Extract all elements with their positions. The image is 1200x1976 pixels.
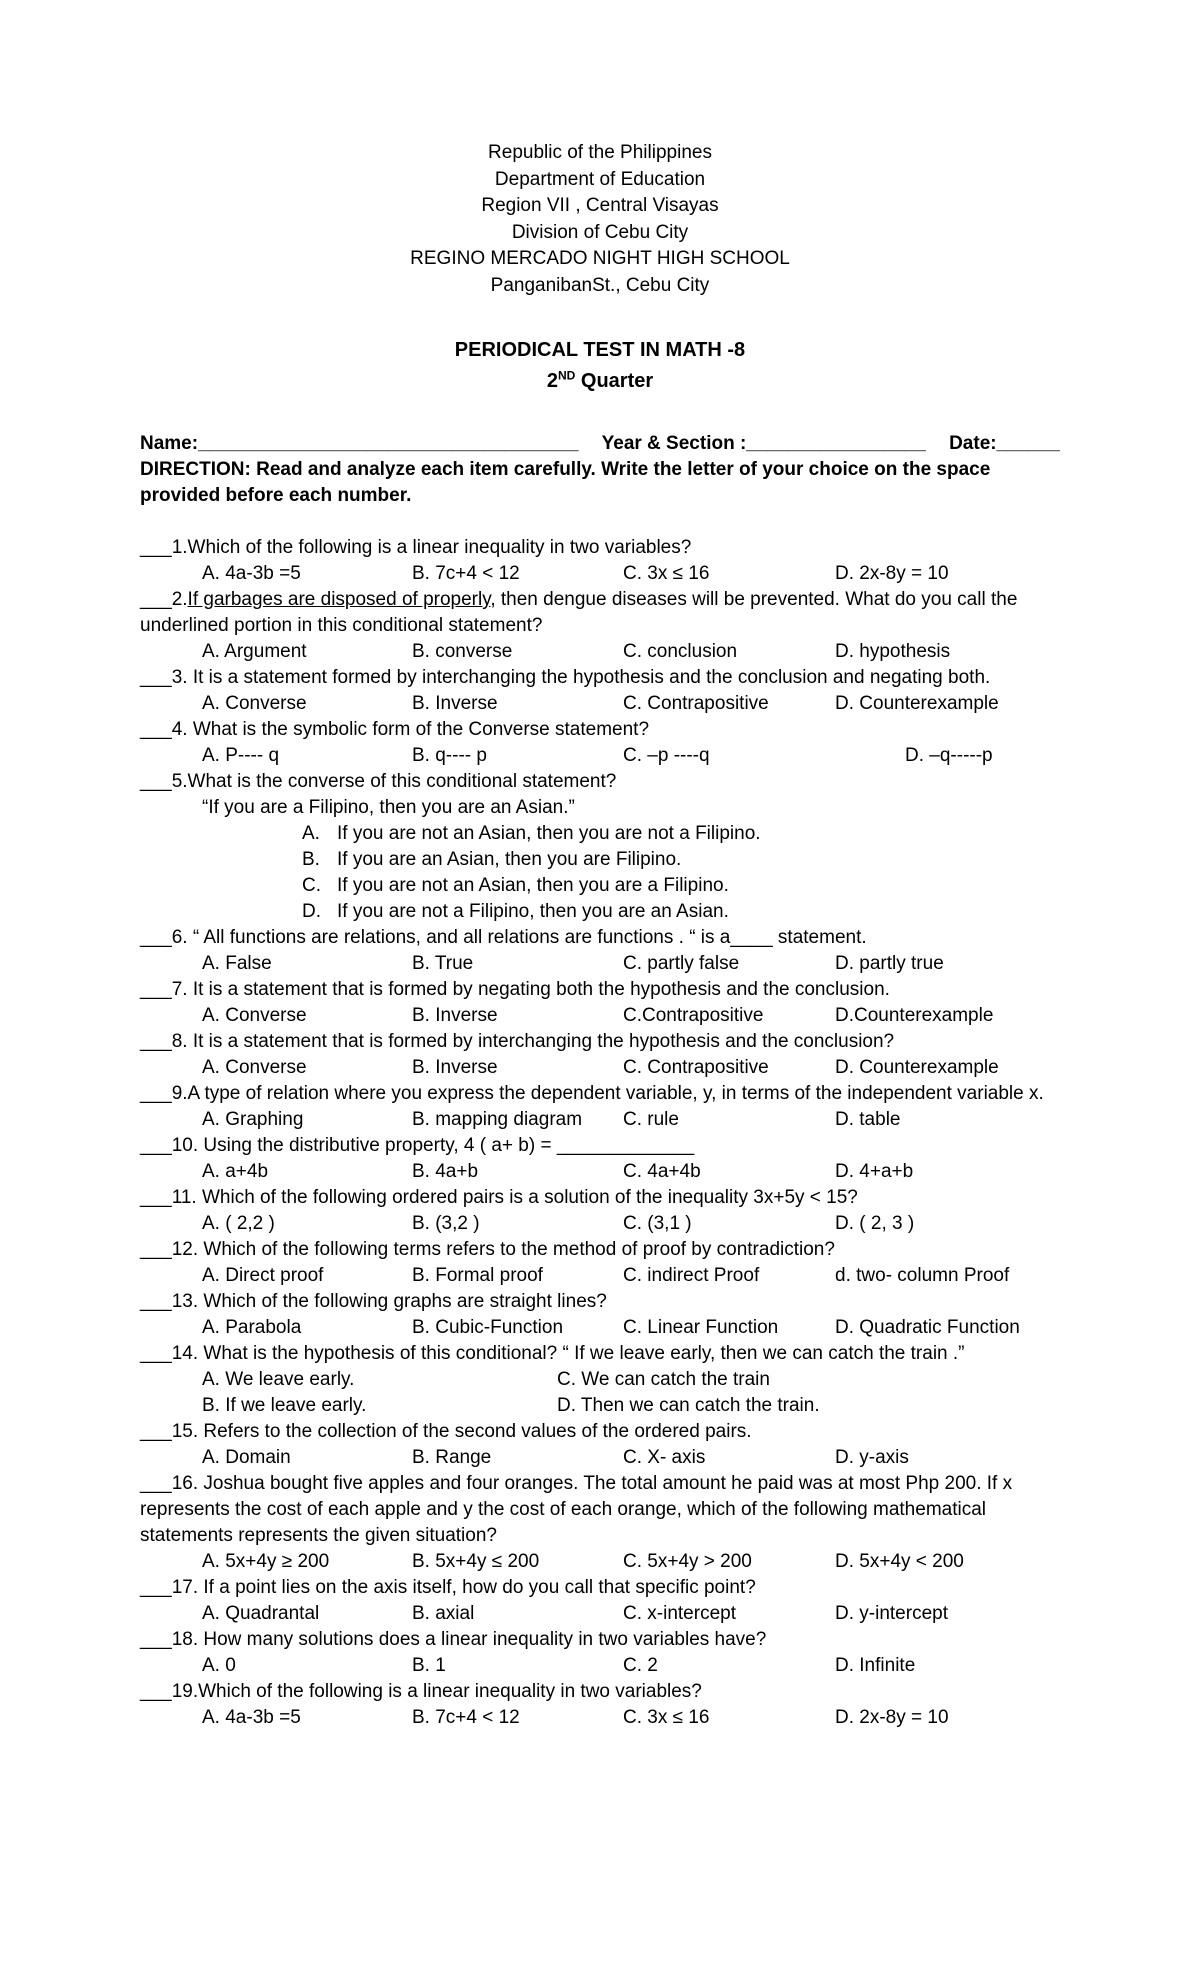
school-header <box>140 140 1060 299</box>
header-line-department: Department of Education <box>494 168 706 190</box>
choices-row-2 <box>140 1393 1060 1419</box>
underlined-phrase: If garbages are disposed of properly <box>187 589 491 610</box>
choice-d <box>302 899 1060 925</box>
choice-c: C. conclusion <box>623 641 738 662</box>
choice-d: D. 2x-8y = 10 <box>835 563 949 584</box>
question-7 <box>140 977 1060 1029</box>
section-field[interactable]: Year & Section :_________________ <box>601 433 926 454</box>
question-text: ___12. Which of the following terms refers to the method of proof by contradiction? <box>140 1239 835 1260</box>
choices <box>140 1705 1060 1731</box>
choices <box>140 1055 1060 1081</box>
question-text: ___10. Using the distributive property, 4 ( a+ b) = _____________ <box>140 1135 695 1156</box>
question-text: ___11. Which of the following ordered pairs is a solution of the inequality 3x+5y < 15? <box>140 1187 858 1208</box>
choices <box>140 1211 1060 1237</box>
question-text: ___9.A type of relation where you express the dependent variable, y, in terms of the independent variable x. <box>140 1083 1044 1104</box>
choice-a <box>302 821 1060 847</box>
choice-a: A. Parabola <box>202 1317 302 1338</box>
choice-b: B. Inverse <box>412 1057 498 1078</box>
choice-c: C. 3x ≤ 16 <box>623 1707 710 1728</box>
choices <box>140 1263 1060 1289</box>
choice-d: D. Counterexample <box>835 1057 999 1078</box>
choices <box>140 1003 1060 1029</box>
question-13 <box>140 1289 1060 1341</box>
choice-c: C. Contrapositive <box>623 1057 769 1078</box>
question-16 <box>140 1471 1060 1575</box>
choice-d: D. 4+a+b <box>835 1161 914 1182</box>
question-prefix: ___2. <box>140 589 188 610</box>
choice-text: If you are not an Asian, then you are not a Filipino. <box>337 823 761 844</box>
choice-b: B. Range <box>412 1447 492 1468</box>
choice-c: C. X- axis <box>623 1447 706 1468</box>
choice-b: B. axial <box>412 1603 475 1624</box>
title-main: PERIODICAL TEST IN MATH -8 <box>454 339 746 361</box>
test-page <box>140 140 1060 1731</box>
header-line-school: REGINO MERCADO NIGHT HIGH SCHOOL <box>410 248 790 269</box>
choice-c: C. We can catch the train <box>557 1369 770 1390</box>
test-title <box>140 335 1060 397</box>
choice-c: C. indirect Proof <box>623 1265 760 1286</box>
choice-c: C. 5x+4y > 200 <box>623 1551 752 1572</box>
choice-b <box>302 847 1060 873</box>
question-15 <box>140 1419 1060 1471</box>
question-text: ___4. What is the symbolic form of the Converse statement? <box>140 719 650 740</box>
choice-a: A. Quadrantal <box>202 1603 320 1624</box>
choice-c: C. Contrapositive <box>623 693 769 714</box>
choice-b: B. converse <box>412 641 513 662</box>
choice-d: D. y-axis <box>835 1447 909 1468</box>
choice-b: B. If we leave early. <box>202 1395 367 1416</box>
choices <box>140 561 1060 587</box>
question-2 <box>140 587 1060 665</box>
choices <box>140 1601 1060 1627</box>
question-quote: “If you are a Filipino, then you are an Asian.” <box>202 797 575 818</box>
choice-b: B. 4a+b <box>412 1161 479 1182</box>
date-field[interactable]: Date:______ <box>949 433 1060 454</box>
choice-d: D. Quadratic Function <box>835 1317 1020 1338</box>
header-line-republic: Republic of the Philippines <box>488 142 712 163</box>
header-line-address: PanganibanSt., Cebu City <box>490 274 710 296</box>
question-text: ___17. If a point lies on the axis itself, how do you call that specific point? <box>140 1577 756 1598</box>
question-text: ___14. What is the hypothesis of this conditional? “ If we leave early, then we can catch the train .” <box>140 1343 965 1364</box>
choice-letter: D. <box>302 901 321 922</box>
choice-b: B. 7c+4 < 12 <box>412 1707 520 1728</box>
choices <box>140 1653 1060 1679</box>
choice-a: A. 4a-3b =5 <box>202 1707 301 1728</box>
choice-c <box>302 873 1060 899</box>
question-text: ___19.Which of the following is a linear inequality in two variables? <box>140 1681 702 1702</box>
choice-b: B. 5x+4y ≤ 200 <box>412 1551 540 1572</box>
choice-c: C. partly false <box>623 953 740 974</box>
question-text: ___1.Which of the following is a linear inequality in two variables? <box>140 537 692 558</box>
choice-c: C. 2 <box>623 1655 658 1676</box>
choice-c: C. Linear Function <box>623 1317 779 1338</box>
question-3 <box>140 665 1060 717</box>
question-6 <box>140 925 1060 977</box>
choices <box>140 691 1060 717</box>
question-text <box>140 587 1060 639</box>
choice-d: D. table <box>835 1109 901 1130</box>
question-text: ___15. Refers to the collection of the second values of the ordered pairs. <box>140 1421 752 1442</box>
choice-c: C. 3x ≤ 16 <box>623 563 710 584</box>
choice-c: C. x-intercept <box>623 1603 736 1624</box>
question-text: ___3. It is a statement formed by interchanging the hypothesis and the conclusion and negating both. <box>140 667 991 688</box>
choices <box>140 1549 1060 1575</box>
choice-d: D. hypothesis <box>835 641 951 662</box>
choice-b: B. Cubic-Function <box>412 1317 564 1338</box>
choices <box>140 951 1060 977</box>
choice-d: D. partly true <box>835 953 944 974</box>
choices <box>140 1159 1060 1185</box>
choices <box>140 821 1060 925</box>
choice-text: If you are an Asian, then you are Filipino. <box>337 849 682 870</box>
question-text: ___7. It is a statement that is formed by negating both the hypothesis and the conclusion. <box>140 979 890 1000</box>
choice-d: d. two- column Proof <box>835 1265 1010 1286</box>
choice-b: B. Inverse <box>412 1005 498 1026</box>
choice-a: A. Domain <box>202 1447 291 1468</box>
question-list <box>140 535 1060 1731</box>
title-quarter <box>140 366 1060 397</box>
choice-d: D. 5x+4y < 200 <box>835 1551 964 1572</box>
choice-letter: A. <box>302 823 320 844</box>
choice-d: D. ( 2, 3 ) <box>835 1213 915 1234</box>
choice-a: A. 4a-3b =5 <box>202 563 301 584</box>
quarter-word: Quarter <box>575 370 654 392</box>
choices <box>140 1315 1060 1341</box>
choice-b: B. Formal proof <box>412 1265 543 1286</box>
choice-b: B. True <box>412 953 474 974</box>
choice-d: D. –q-----p <box>905 745 993 766</box>
quarter-number: 2 <box>546 370 558 392</box>
choice-a: A. ( 2,2 ) <box>202 1213 275 1234</box>
choice-a: A. Converse <box>202 1057 307 1078</box>
question-8 <box>140 1029 1060 1081</box>
choice-b: B. (3,2 ) <box>412 1213 480 1234</box>
question-text: ___13. Which of the following graphs are straight lines? <box>140 1291 607 1312</box>
choice-a: A. a+4b <box>202 1161 269 1182</box>
choice-c: C. (3,1 ) <box>623 1213 692 1234</box>
choices <box>140 1445 1060 1471</box>
choices <box>140 743 1060 769</box>
choices <box>140 639 1060 665</box>
choice-d: D. Then we can catch the train. <box>557 1395 820 1416</box>
choices-row-1 <box>140 1367 1060 1393</box>
choice-b: B. 1 <box>412 1655 446 1676</box>
choice-letter: B. <box>302 849 320 870</box>
question-rest: , then dengue diseases will be prevented. What do you call the underlined portion in this conditional statement? <box>140 589 1018 636</box>
question-10 <box>140 1133 1060 1185</box>
question-text: ___16. Joshua bought five apples and four oranges. The total amount he paid was at most Php 200. If x represents the cost of each apple and y the cost of each orange, which of the following mathematical statements represents the given situation? <box>140 1473 1013 1546</box>
student-info <box>140 431 1060 509</box>
choice-a: A. Graphing <box>202 1109 304 1130</box>
choice-c: C. –p ----q <box>623 745 710 766</box>
name-field[interactable]: Name:____________________________________ <box>140 433 579 454</box>
choice-d: D. Infinite <box>835 1655 916 1676</box>
question-14 <box>140 1341 1060 1419</box>
choice-d: D.Counterexample <box>835 1005 994 1026</box>
question-text: ___5.What is the converse of this conditional statement? <box>140 771 617 792</box>
choice-c: C. 4a+4b <box>623 1161 701 1182</box>
question-9 <box>140 1081 1060 1133</box>
choice-d: D. 2x-8y = 10 <box>835 1707 949 1728</box>
choice-a: A. We leave early. <box>202 1369 355 1390</box>
question-17 <box>140 1575 1060 1627</box>
question-5 <box>140 769 1060 925</box>
question-11 <box>140 1185 1060 1237</box>
choice-text: If you are not a Filipino, then you are an Asian. <box>337 901 729 922</box>
choice-letter: C. <box>302 875 321 896</box>
question-12 <box>140 1237 1060 1289</box>
choice-text: If you are not an Asian, then you are a Filipino. <box>337 875 729 896</box>
choices <box>140 1107 1060 1133</box>
choice-b: B. mapping diagram <box>412 1109 583 1130</box>
question-19 <box>140 1679 1060 1731</box>
direction-text: DIRECTION: Read and analyze each item carefully. Write the letter of your choice on the space provided before each number. <box>140 459 991 506</box>
question-text: ___8. It is a statement that is formed by interchanging the hypothesis and the conclusion? <box>140 1031 895 1052</box>
choice-a: A. 5x+4y ≥ 200 <box>202 1551 330 1572</box>
header-line-region: Region VII , Central Visayas <box>481 195 719 216</box>
choice-a: A. Argument <box>202 641 307 662</box>
choice-d: D. y-intercept <box>835 1603 948 1624</box>
choice-c: C.Contrapositive <box>623 1005 764 1026</box>
choice-a: A. P---- q <box>202 745 280 766</box>
choice-a: A. Converse <box>202 1005 307 1026</box>
choice-a: A. 0 <box>202 1655 236 1676</box>
choice-d: D. Counterexample <box>835 693 999 714</box>
quarter-suffix: ND <box>557 368 576 383</box>
question-1 <box>140 535 1060 587</box>
question-text: ___6. “ All functions are relations, and all relations are functions . “ is a____ statement. <box>140 927 867 948</box>
choice-b: B. 7c+4 < 12 <box>412 563 520 584</box>
question-4 <box>140 717 1060 769</box>
choice-b: B. q---- p <box>412 745 487 766</box>
choice-a: A. Converse <box>202 693 307 714</box>
choice-b: B. Inverse <box>412 693 498 714</box>
question-18 <box>140 1627 1060 1679</box>
choice-c: C. rule <box>623 1109 679 1130</box>
header-line-division: Division of Cebu City <box>511 221 689 243</box>
choice-a: A. Direct proof <box>202 1265 324 1286</box>
choice-a: A. False <box>202 953 272 974</box>
question-text: ___18. How many solutions does a linear inequality in two variables have? <box>140 1629 767 1650</box>
